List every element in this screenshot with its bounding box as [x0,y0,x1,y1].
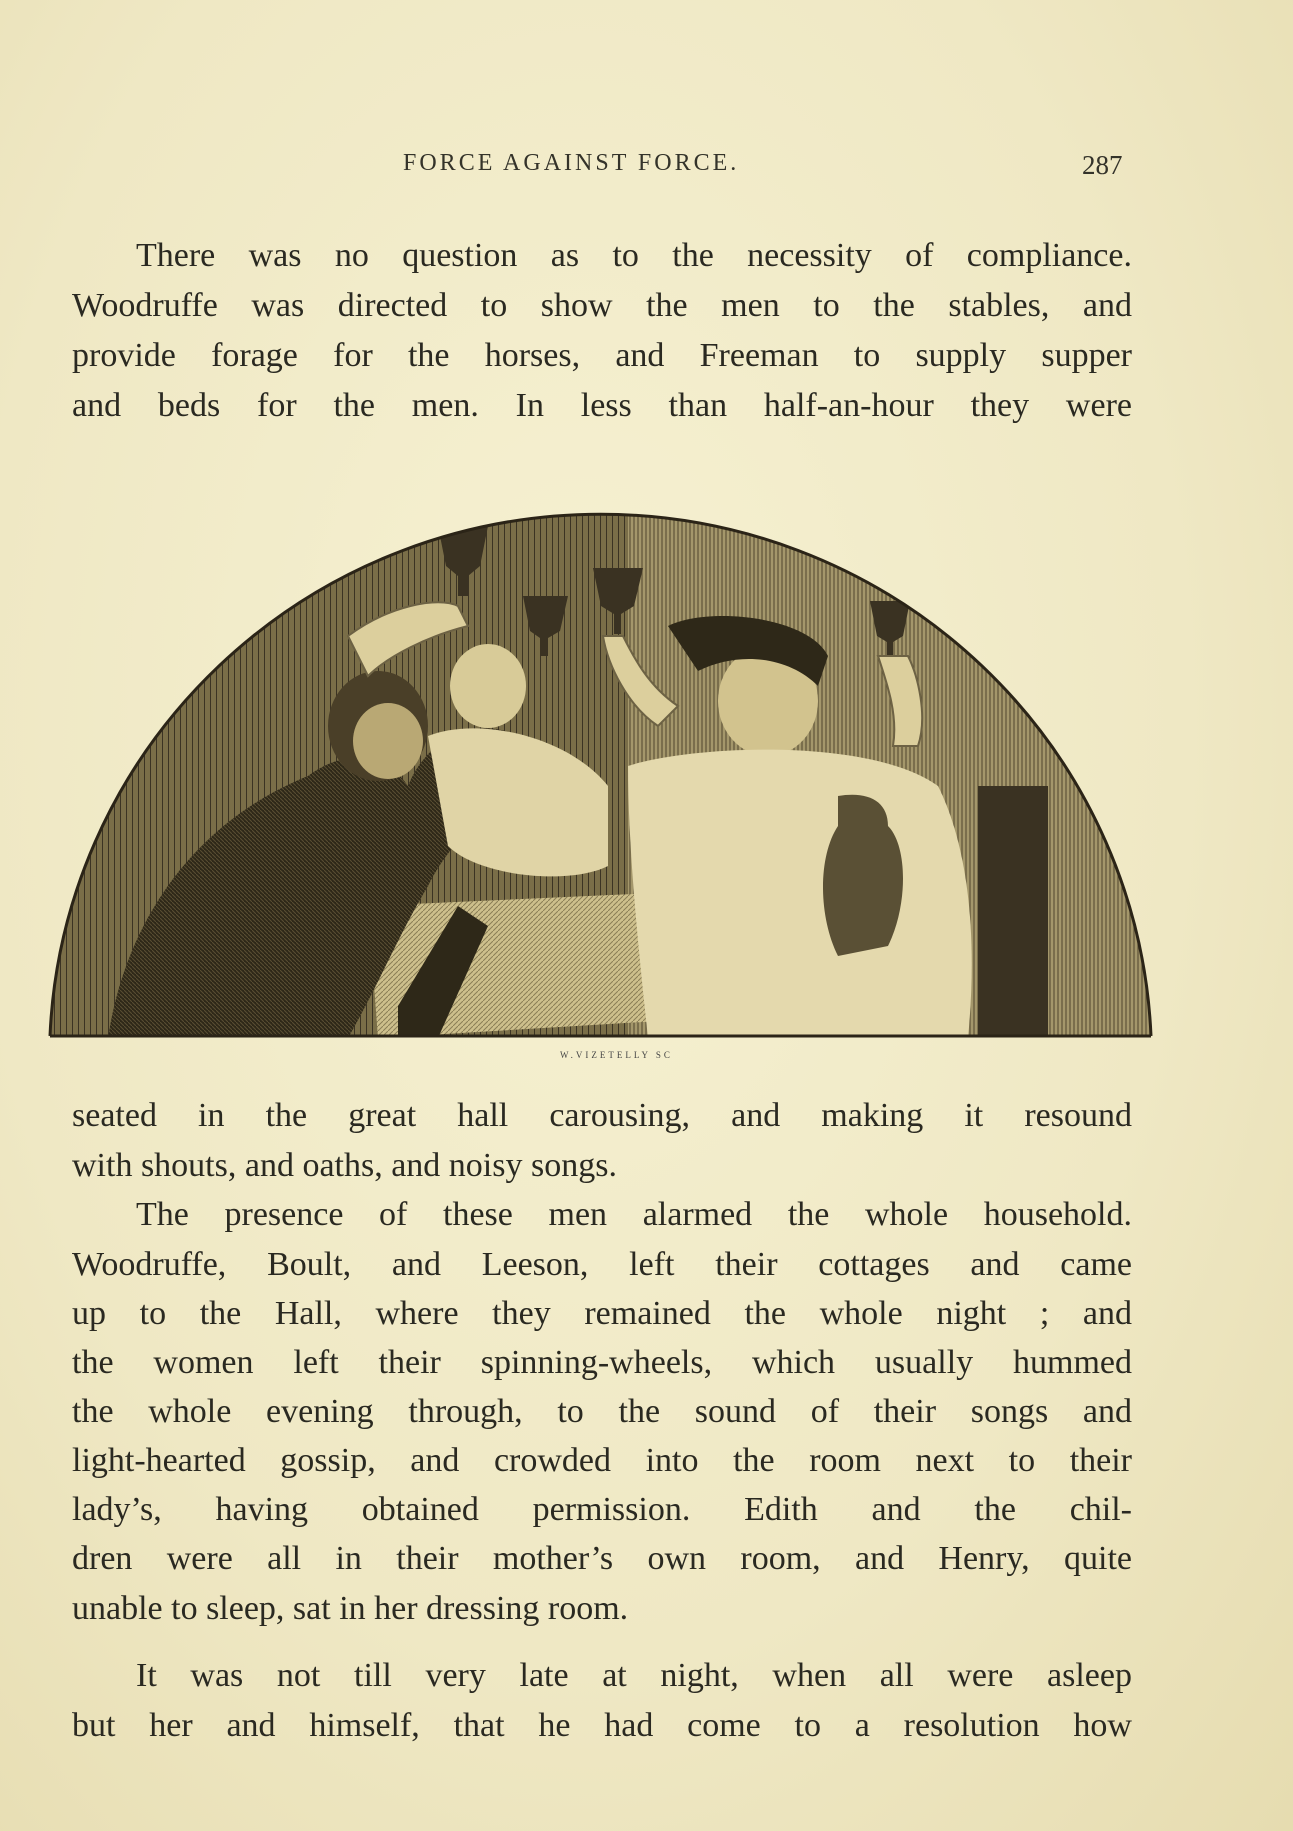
text-line: There was no question as to the necessity of compliance. [136,237,1132,274]
text-line: with shouts, and oaths, and noisy songs. [72,1147,617,1184]
text-line: light-hearted gossip, and crowded into the room next to their [72,1442,1132,1479]
running-header [0,150,1293,180]
text-line: up to the Hall, where they remained the whole night ; and [72,1295,1132,1332]
engraver-credit: W.VIZETELLY SC [560,1050,673,1060]
text-line: the whole evening through, to the sound of their songs and [72,1393,1132,1430]
text-line: seated in the great hall carousing, and making it resound [72,1097,1132,1134]
text-line: but her and himself, that he had come to a resolution how [72,1707,1132,1744]
text-line: Woodruffe, Boult, and Leeson, left their cottages and came [72,1246,1132,1283]
text-line: lady’s, having obtained permission. Edith and the chil- [72,1491,1132,1528]
text-line: and beds for the men. In less than half-an-hour they were [72,387,1132,424]
engraving-carousing-soldiers-illustration [48,486,1153,1038]
text-line: The presence of these men alarmed the whole household. [136,1196,1132,1233]
text-line: the women left their spinning-wheels, which usually hummed [72,1344,1132,1381]
text-line: provide forage for the horses, and Freeman to supply supper [72,337,1132,374]
text-line: unable to sleep, sat in her dressing room. [72,1590,629,1627]
running-title: FORCE AGAINST FORCE. [403,150,740,176]
text-line: dren were all in their mother’s own room, and Henry, quite [72,1540,1132,1577]
page-number: 287 [1082,150,1123,180]
text-line: Woodruffe was directed to show the men to the stables, and [72,287,1132,324]
text-line: It was not till very late at night, when all were asleep [136,1657,1132,1694]
